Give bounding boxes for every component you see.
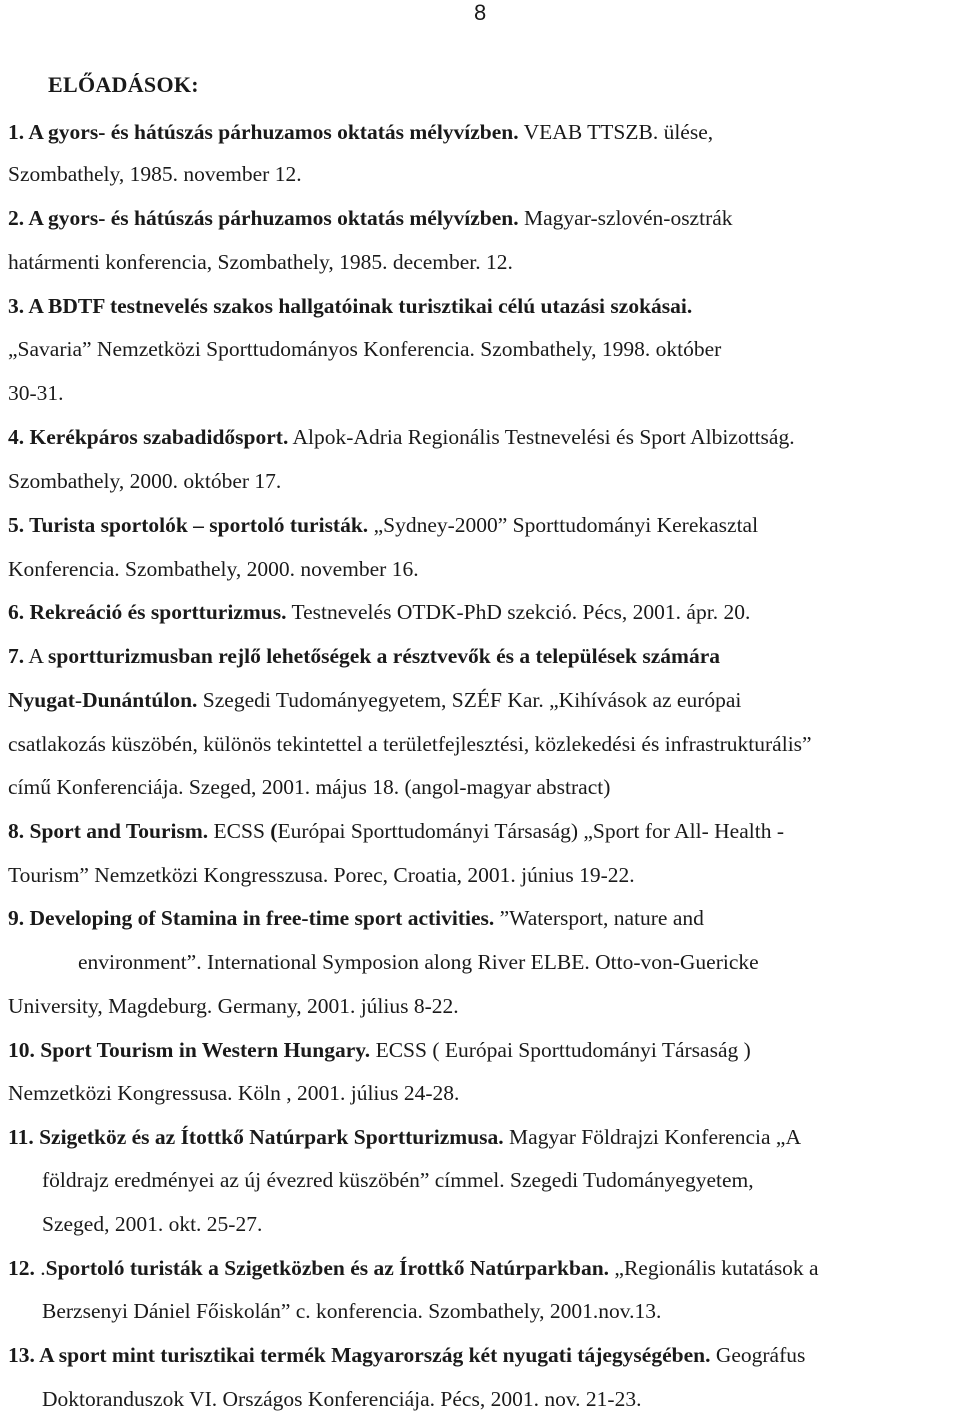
bold-segment: 13. A sport mint turisztikai termék Magyarország két nyugati tájegységében. <box>8 1343 711 1367</box>
bold-segment: Sportoló turisták a Szigetközben és az Írottkő Natúrparkban. <box>45 1256 610 1280</box>
text-line <box>8 903 704 933</box>
text-line <box>8 860 635 890</box>
text-segment: Szegedi Tudományegyetem, SZÉF Kar. „Kihívások az európai <box>197 688 742 712</box>
text-line <box>8 334 721 364</box>
text-segment: Alpok-Adria Regionális Testnevelési és Sport Albizottság. <box>288 425 795 449</box>
text-segment: . <box>34 1256 46 1280</box>
text-segment: Doktoranduszok VI. Országos Konferenciája. Pécs, 2001. nov. 21-23. <box>42 1387 642 1411</box>
text-segment: Tourism” Nemzetközi Kongresszusa. Porec, Croatia, 2001. június 19-22. <box>8 863 635 887</box>
bold-segment: 6. Rekreáció és sportturizmus. <box>8 600 287 624</box>
text-segment: Nemzetközi Kongressusa. Köln , 2001. július 24-28. <box>8 1081 460 1105</box>
bold-segment: Dunántúlon. <box>82 688 198 712</box>
text-segment: Testnevelés OTDK-PhD szekció. Pécs, 2001. ápr. 20. <box>286 600 751 624</box>
text-segment: University, Magdeburg. Germany, 2001. július 8-22. <box>8 994 459 1018</box>
text-line <box>8 291 692 321</box>
text-segment: Európai Sporttudományi Társaság) „Sport for All- Health - <box>277 819 784 843</box>
text-segment: csatlakozás küszöbén, különös tekintettel a területfejlesztési, közlekedési és infrastrukturális” <box>8 732 812 756</box>
text-line <box>42 1209 262 1239</box>
bold-segment: 7. <box>8 644 25 668</box>
text-segment: Berzsenyi Dániel Főiskolán” c. konferencia. Szombathely, 2001.nov.13. <box>42 1299 662 1323</box>
bold-segment: ( <box>270 819 278 843</box>
text-line <box>8 422 795 452</box>
text-line <box>8 641 720 671</box>
section-heading: ELŐADÁSOK: <box>48 72 199 97</box>
text-segment: Geográfus <box>710 1343 806 1367</box>
text-line <box>8 772 610 802</box>
text-line <box>8 1035 751 1065</box>
text-line <box>8 378 64 408</box>
text-segment: „Savaria” Nemzetközi Sporttudományos Konferencia. Szombathely, 1998. október <box>8 337 722 361</box>
text-line <box>42 1384 641 1414</box>
text-line <box>78 947 759 977</box>
text-segment: című Konferenciája. Szeged, 2001. május 18. (angol-magyar abstract) <box>8 775 611 799</box>
bold-segment: 2. A gyors- és hátúszás párhuzamos oktatás mélyvízben. <box>8 206 519 230</box>
text-segment: ECSS <box>208 819 271 843</box>
text-line <box>8 203 733 233</box>
text-segment: 30-31. <box>8 381 64 405</box>
text-segment: Magyar Földrajzi Konferencia „A <box>503 1125 801 1149</box>
text-segment: Konferencia. Szombathely, 2000. november 16. <box>8 557 419 581</box>
text-line <box>8 466 281 496</box>
text-segment: A <box>24 644 49 668</box>
text-line <box>8 1253 819 1283</box>
text-line <box>8 159 302 189</box>
text-segment: Szeged, 2001. okt. 25-27. <box>42 1212 263 1236</box>
text-line <box>8 685 741 715</box>
text-segment: VEAB TTSZB. ülése, <box>518 120 714 144</box>
text-segment: „Sydney-2000” Sporttudományi Kerekasztal <box>368 513 759 537</box>
bold-segment: 4. Kerékpáros szabadidősport. <box>8 425 289 449</box>
bold-segment: sportturizmusban rejlő lehetőségek a résztvevők és a települések számára <box>48 644 720 668</box>
text-line <box>8 247 513 277</box>
page-number: 8 <box>474 0 487 25</box>
text-line <box>8 117 713 147</box>
text-line <box>8 729 812 759</box>
text-line <box>8 1078 459 1108</box>
bold-segment: Nyugat <box>8 688 75 712</box>
text-segment: Szombathely, 1985. november 12. <box>8 162 302 186</box>
text-line <box>8 1122 801 1152</box>
text-segment: Magyar-szlovén-osztrák <box>518 206 733 230</box>
text-segment: ECSS ( Európai Sporttudományi Társaság ) <box>370 1038 751 1062</box>
text-line <box>8 991 459 1021</box>
bold-segment: 8. Sport and Tourism. <box>8 819 209 843</box>
text-segment: „Regionális kutatások a <box>609 1256 819 1280</box>
text-line <box>8 554 419 584</box>
text-line <box>8 510 758 540</box>
bold-segment: 10. Sport Tourism in Western Hungary. <box>8 1038 371 1062</box>
text-line <box>8 816 784 846</box>
bold-segment: 12. <box>8 1256 35 1280</box>
bold-segment: 1. A gyors- és hátúszás párhuzamos oktatás mélyvízben. <box>8 120 519 144</box>
bold-segment: 5. Turista sportolók – sportoló turisták. <box>8 513 369 537</box>
text-segment: - <box>74 688 83 712</box>
text-segment: földrajz eredményei az új évezred küszöbén” címmel. Szegedi Tudományegyetem, <box>42 1168 754 1192</box>
text-line <box>8 597 750 627</box>
bold-segment: 11. Szigetköz és az Ítottkő Natúrpark Sportturizmusa. <box>8 1125 504 1149</box>
text-line <box>42 1165 754 1195</box>
text-segment: ”Watersport, nature and <box>494 906 704 930</box>
bold-segment: 9. Developing of Stamina in free-time sport activities. <box>8 906 495 930</box>
text-segment: határmenti konferencia, Szombathely, 1985. december. 12. <box>8 250 513 274</box>
text-line <box>42 1296 661 1326</box>
text-segment: Szombathely, 2000. október 17. <box>8 469 282 493</box>
text-line <box>8 1340 805 1370</box>
bold-segment: 3. A BDTF testnevelés szakos hallgatóinak turisztikai célú utazási szokásai. <box>8 294 693 318</box>
text-segment: environment”. International Symposion along River ELBE. Otto-von-Guericke <box>78 950 759 974</box>
